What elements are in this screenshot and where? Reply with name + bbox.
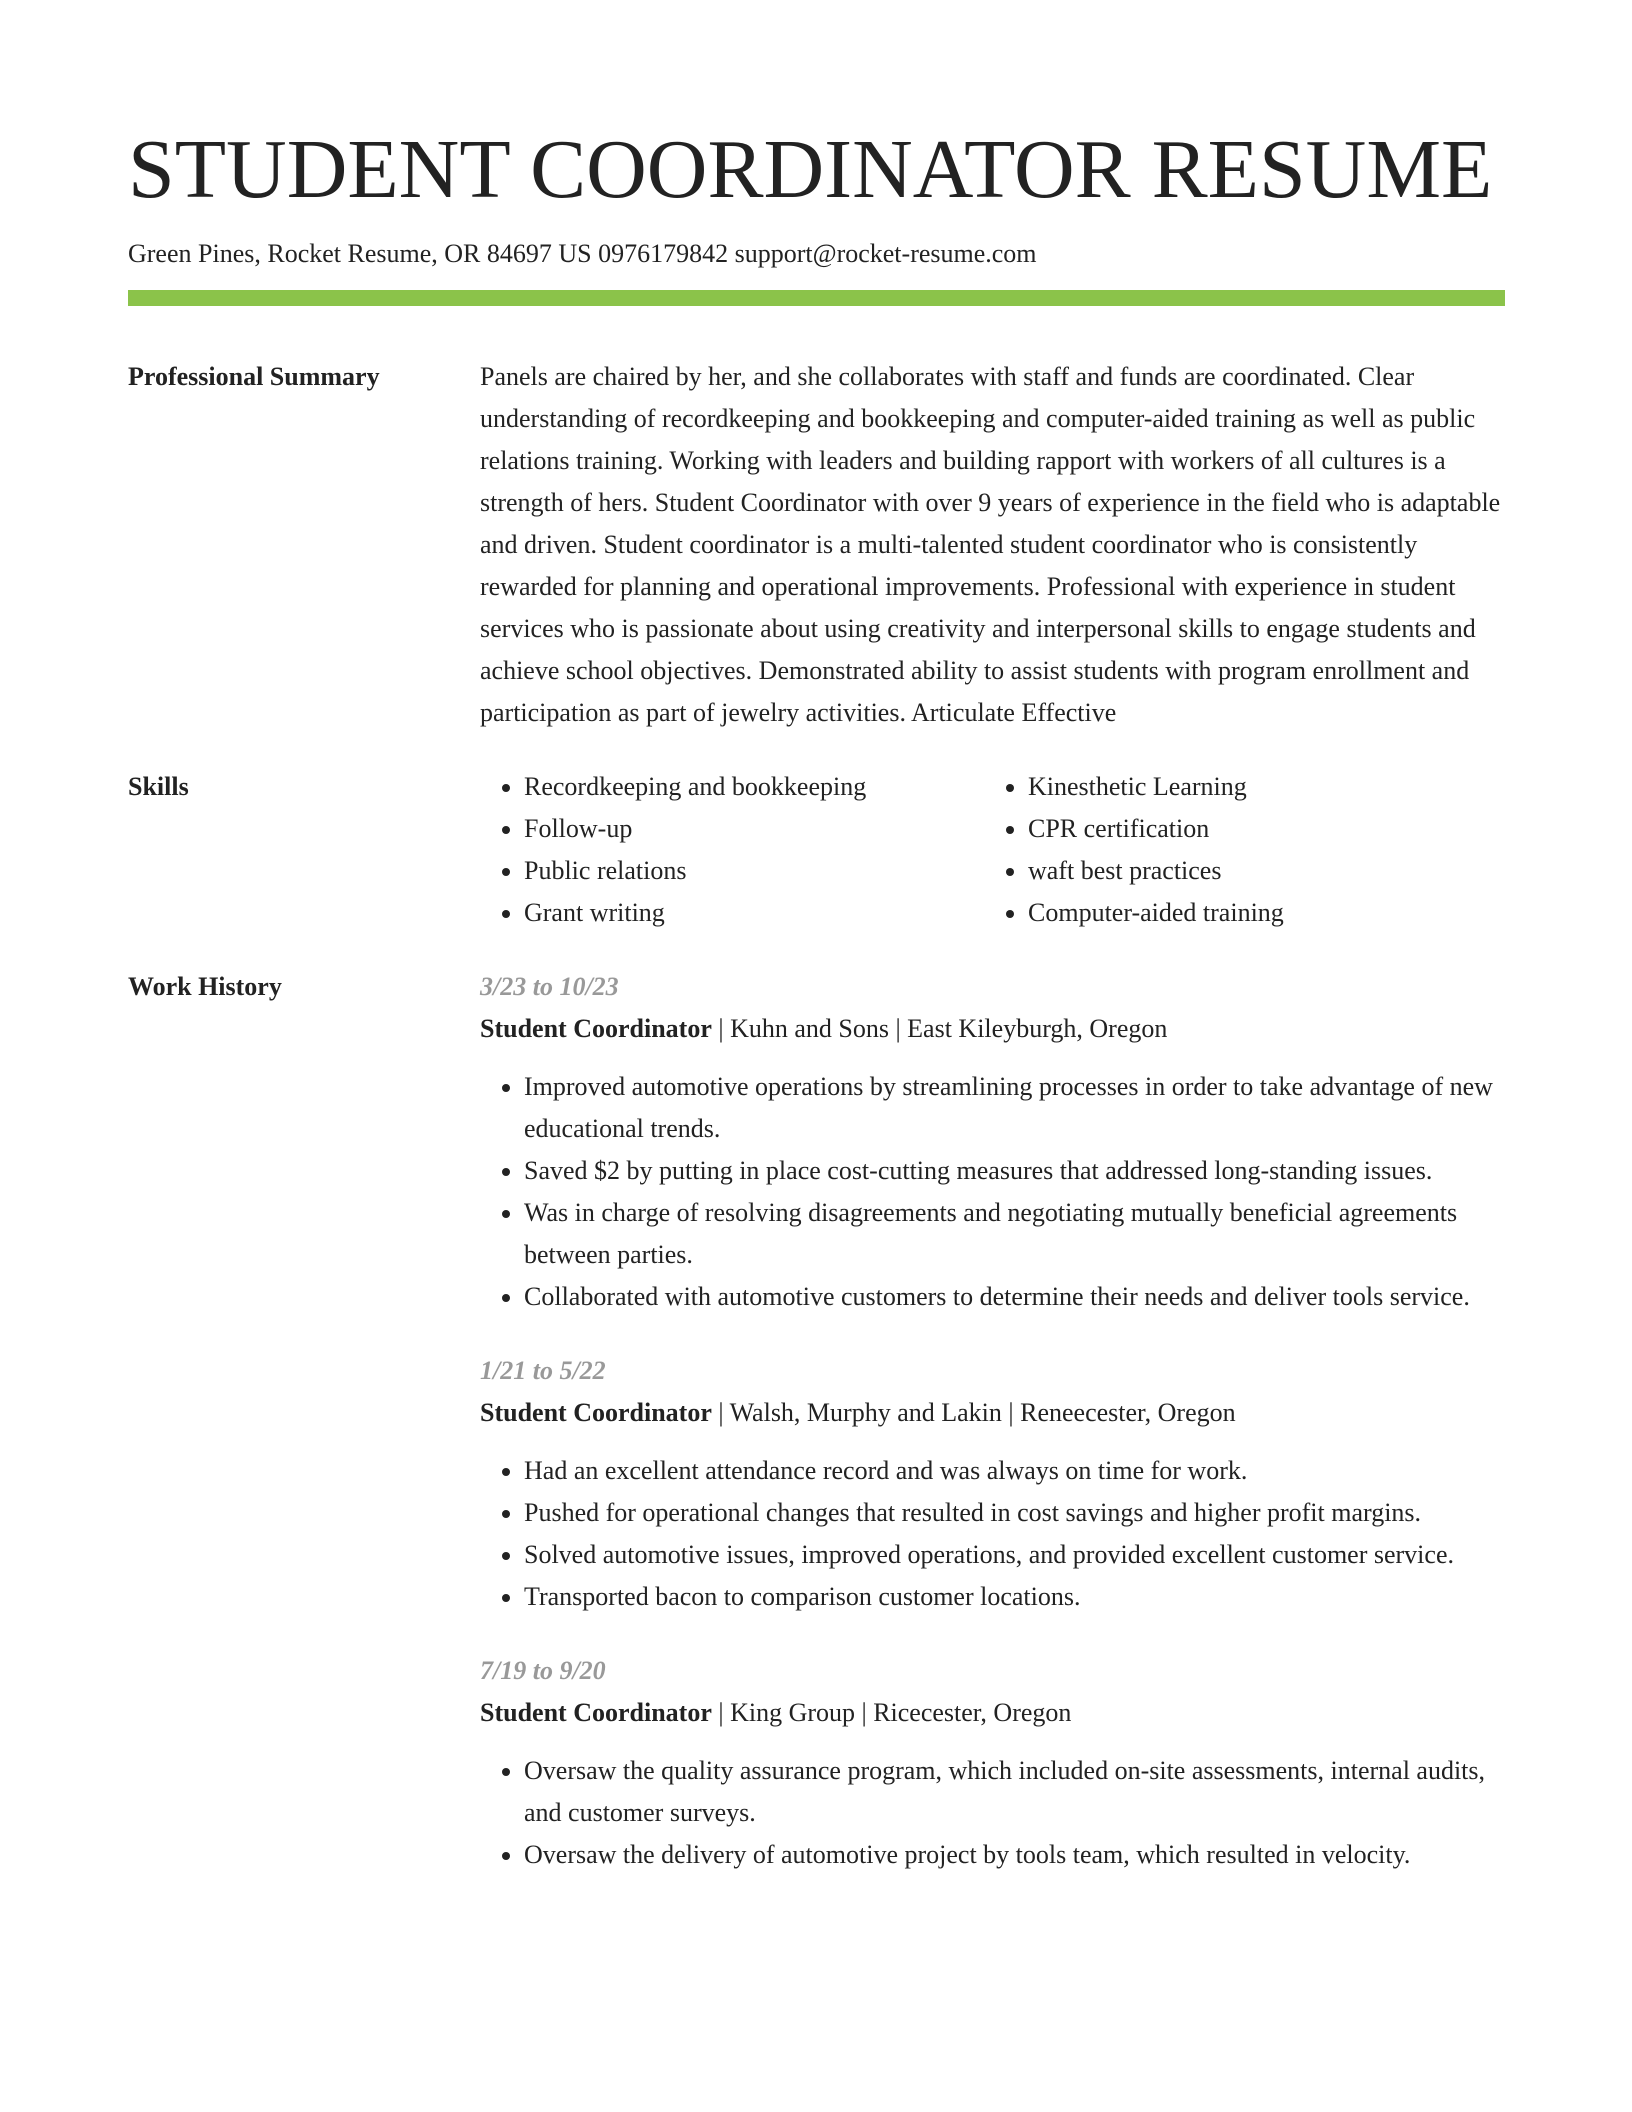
job-bullet: • Transported bacon to comparison customer locations. (524, 1576, 1505, 1618)
work-history-heading: Work History (128, 972, 282, 1001)
job-header (480, 1692, 1505, 1734)
skill-item: • Computer-aided training (1028, 892, 1488, 934)
job-bullet: • Pushed for operational changes that resulted in cost savings and higher profit margins. (524, 1492, 1505, 1534)
job-bullet: • Oversaw the delivery of automotive project by tools team, which resulted in velocity. (524, 1834, 1505, 1876)
job-bullet: • Solved automotive issues, improved operations, and provided excellent customer service. (524, 1534, 1505, 1576)
job-bullet: • Oversaw the quality assurance program, which included on-site assessments, internal audits, and customer surveys. (524, 1750, 1505, 1834)
contact-phone: 0976179842 (598, 239, 729, 268)
job-title: Student Coordinator (480, 1398, 712, 1427)
job-dates: 7/19 to 9/20 (480, 1656, 606, 1685)
job-bullet: • Was in charge of resolving disagreements and negotiating mutually beneficial agreements between parties. (524, 1192, 1505, 1276)
job-bullets (480, 1750, 1505, 1876)
job-bullet: • Saved $2 by putting in place cost-cutting measures that addressed long-standing issues. (524, 1150, 1505, 1192)
summary-text: Panels are chaired by her, and she collaborates with staff and funds are coordinated. Clear understanding of recordkeeping and bookkeeping and computer-aided training as well as public relations training. Working with leaders and building rapport with workers of all cultures is a strength of hers. Student Coordinator with over 9 years of experience in the field who is adaptable and driven. Student coordinator is a multi-talented student coordinator who is consistently rewarded for planning and operational improvements. Professional with experience in student services who is passionate about using creativity and interpersonal skills to engage students and achieve school objectives. Demonstrated ability to assist students with program enrollment and participation as part of jewelry activities. Articulate Effective (480, 362, 1501, 727)
contact-address: Green Pines, Rocket Resume, OR 84697 US (128, 239, 592, 268)
skill-item: • Kinesthetic Learning (1028, 766, 1488, 808)
skill-item: • CPR certification (1028, 808, 1488, 850)
summary-section (128, 356, 1505, 734)
job-header (480, 1392, 1505, 1434)
job-title: Student Coordinator (480, 1698, 712, 1727)
summary-body (480, 356, 1505, 734)
skills-heading: Skills (128, 772, 189, 801)
job-entry (480, 966, 1505, 1318)
job-bullet: • Had an excellent attendance record and was always on time for work. (524, 1450, 1505, 1492)
work-history-section (128, 966, 1505, 1876)
accent-divider (128, 290, 1505, 306)
skill-item: • Grant writing (524, 892, 984, 934)
job-entry (480, 1650, 1505, 1876)
job-header (480, 1008, 1505, 1050)
job-dates: 3/23 to 10/23 (480, 972, 619, 1001)
skill-item: • Recordkeeping and bookkeeping (524, 766, 984, 808)
job-dates: 1/21 to 5/22 (480, 1356, 606, 1385)
resume-title: STUDENT COORDINATOR RESUME (128, 123, 1493, 216)
summary-heading: Professional Summary (128, 362, 380, 391)
work-history-body (480, 966, 1505, 1876)
job-employer-location: | Walsh, Murphy and Lakin | Reneecester, Oregon (711, 1398, 1236, 1427)
job-employer-location: | King Group | Ricecester, Oregon (711, 1698, 1072, 1727)
skill-item: • Follow-up (524, 808, 984, 850)
skill-item: • Public relations (524, 850, 984, 892)
job-employer-location: | Kuhn and Sons | East Kileyburgh, Oregon (711, 1014, 1168, 1043)
job-bullet: • Improved automotive operations by streamlining processes in order to take advantage of new educational trends. (524, 1066, 1505, 1150)
skills-body (480, 766, 1505, 934)
contact-email: support@rocket-resume.com (734, 239, 1037, 268)
resume-page (128, 118, 1505, 1876)
skills-section (128, 766, 1505, 934)
job-entry (480, 1350, 1505, 1618)
job-bullets (480, 1066, 1505, 1318)
job-bullet: • Collaborated with automotive customers to determine their needs and deliver tools service. (524, 1276, 1505, 1318)
skill-item: • waft best practices (1028, 850, 1488, 892)
contact-line (128, 236, 1505, 272)
job-bullets (480, 1450, 1505, 1618)
job-title: Student Coordinator (480, 1014, 712, 1043)
skills-column-left (480, 766, 984, 934)
skills-grid (480, 766, 1505, 934)
skills-column-right (984, 766, 1488, 934)
